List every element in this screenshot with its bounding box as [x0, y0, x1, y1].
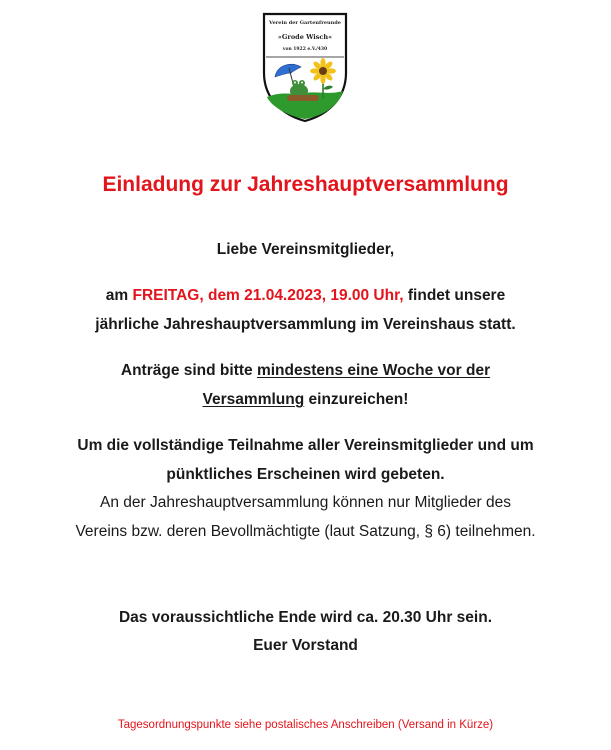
- end-time: Das voraussichtliche Ende wird ca. 20.30 Uhr sein.: [118, 609, 492, 626]
- motions-line-2: [0, 391, 611, 409]
- motions-deadline: mindestens eine Woche vor der: [256, 362, 491, 379]
- footer-note: Tagesordnungspunkte siehe postalisches Anschreiben (Versand in Kürze): [117, 719, 494, 731]
- signature: Euer Vorstand: [253, 637, 358, 654]
- motions-line-1: [0, 362, 611, 380]
- logo-club-name: »Grode Wisch«: [277, 33, 333, 41]
- page-title: Einladung zur Jahreshauptversammlung: [102, 173, 509, 196]
- motions-suffix: einzureichen!: [308, 391, 409, 408]
- shield-emblem-icon: [261, 11, 349, 123]
- meeting-prefix: am: [105, 287, 129, 304]
- logo-club-type: Verein der Gartenfreunde: [269, 20, 341, 26]
- eligibility-line-1: An der Jahreshauptversammlung können nur Mitglieder des: [100, 494, 511, 511]
- participation-line-2: pünktliches Erscheinen wird gebeten.: [166, 466, 445, 483]
- eligibility-line-2: Vereins bzw. deren Bevollmächtigte (laut Satzung, § 6) teilnehmen.: [75, 523, 536, 540]
- meeting-suffix: findet unsere: [407, 287, 506, 304]
- meeting-date-time: FREITAG, dem 21.04.2023, 19.00 Uhr,: [132, 287, 404, 304]
- meeting-line-2: jährliche Jahreshauptversammlung im Vereinshaus statt.: [95, 316, 516, 333]
- club-logo: [261, 11, 349, 123]
- motions-meeting-word: Versammlung: [202, 391, 305, 408]
- greeting: Liebe Vereinsmitglieder,: [216, 241, 395, 258]
- logo-founding: von 1922 e.V./430: [282, 47, 328, 52]
- meeting-line-1: [0, 287, 611, 305]
- participation-line-1: Um die vollständige Teilnahme aller Vereinsmitglieder und um: [77, 437, 534, 454]
- motions-prefix: Anträge sind bitte: [120, 362, 253, 379]
